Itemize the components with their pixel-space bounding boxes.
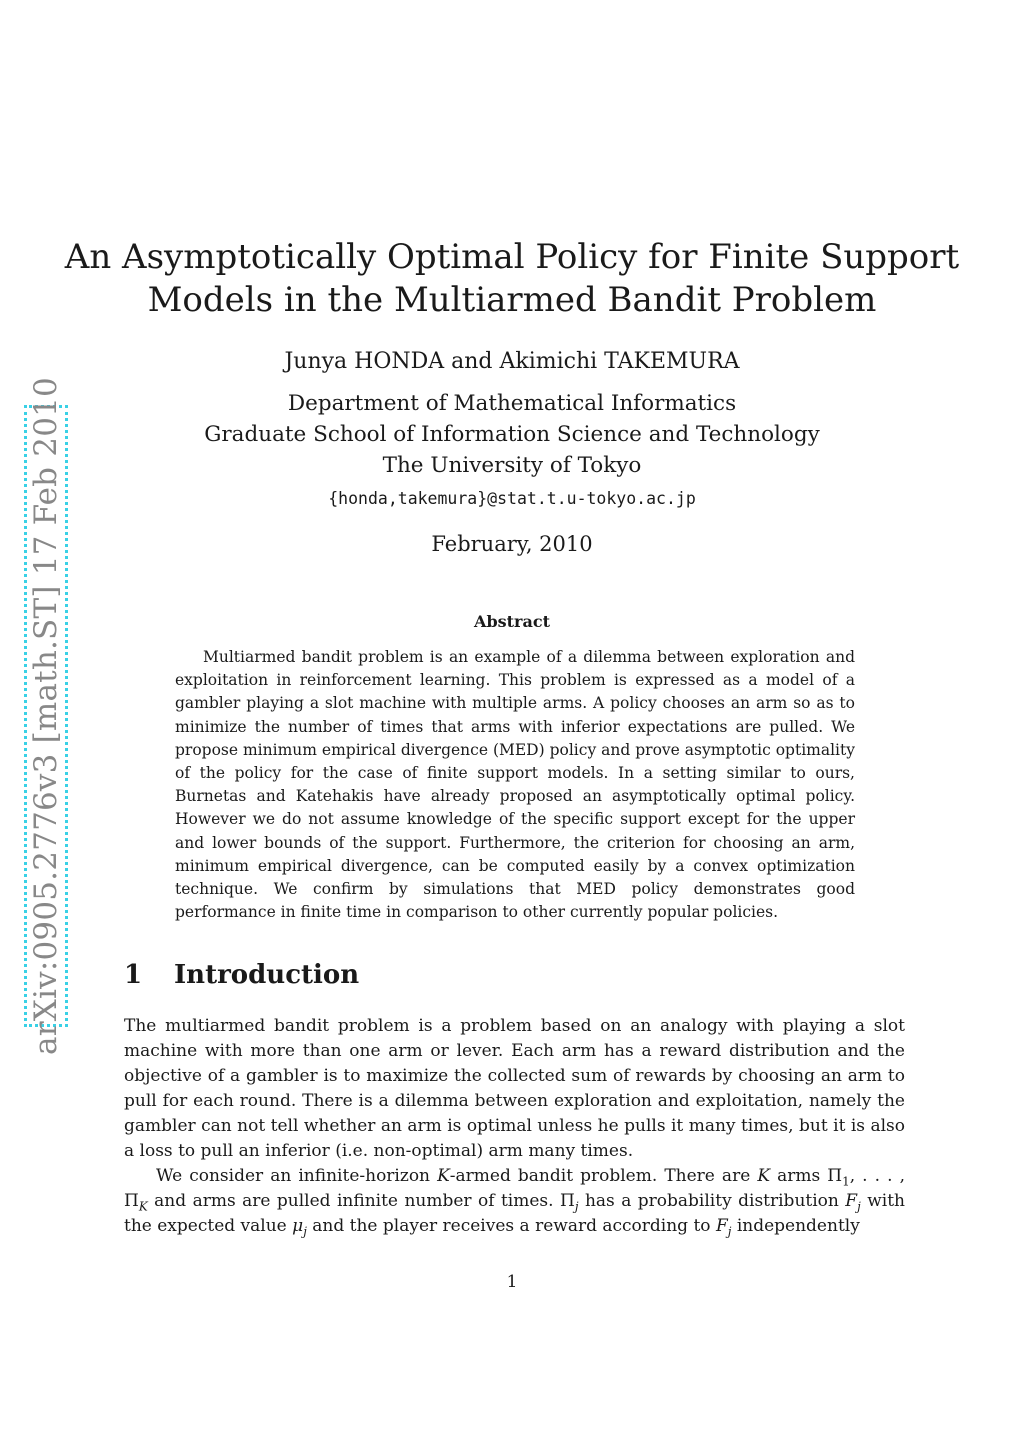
abstract-body: Multiarmed bandit problem is an example of a dilemma between exploration and exploitation in reinforcement learning. This problem is expressed as a model of a gambler playing a slot machine with multiple arms. A policy chooses an arm so as to minimize the number of times that arms with inferior expectations are pulled. We propose minimum empirical divergence (MED) policy and prove asymptotic optimality of the policy for the case of finite support models. In a setting similar to ours, Burnetas and Katehakis have already proposed an asymptotically optimal policy. However we do not assume knowledge of the specific support except for the upper and lower bounds of the support. Furthermore, the criterion for choosing an arm, minimum empirical divergence, can be computed easily by a convex optimization technique. We confirm by simulations that MED policy demonstrates good performance in finite time in comparison to other currently popular policies. [175,648,855,922]
arxiv-stamp-text: arXiv:0905.2776v3 [math.ST] 17 Feb 2010 [28,377,64,1055]
page-number: 1 [506,1272,518,1292]
affiliation-department: Department of Mathematical Informatics [287,391,737,416]
abstract-heading: Abstract [474,612,550,631]
intro-paragraph-1: The multiarmed bandit problem is a problem based on an analogy with playing a slot machine with more than one arm or lever. Each arm has a reward distribution and the objective of a gambler is to maximize the collected sum of rewards by choosing an arm to pull for each round. There is a dilemma between exploration and exploitation, namely the gambler can not tell whether an arm is optimal unless he pulls it many times, but it is also a loss to pull an inferior (i.e. non-optimal) arm many times. [124,1016,905,1161]
paper-title [0,236,1024,322]
section-heading [124,960,359,990]
introduction-body [124,1014,905,1239]
author-email: {honda,takemura}@stat.t.u-tokyo.ac.jp [328,489,696,508]
section-number: 1 [124,960,143,990]
title-line-1: An Asymptotically Optimal Policy for Finite Support [64,237,960,277]
intro-paragraph-2: We consider an infinite-horizon K-armed bandit problem. There are K arms $\Pi_1$, . . . , $\Pi_K$ and arms are pulled infinite number of times. $\Pi_j$ has a probability distribution $F_j$ with the expected value $\mu_j$ and the player receives a reward according to $F_j$ independently [124,1166,905,1239]
publication-date: February, 2010 [431,532,593,556]
authors: Junya HONDA and Akimichi TAKEMURA [284,349,740,374]
affiliation-school: Graduate School of Information Science and Technology [204,422,820,447]
section-title: Introduction [174,960,360,990]
title-line-2: Models in the Multiarmed Bandit Problem [147,280,877,320]
affiliation-university: The University of Tokyo [382,453,642,478]
